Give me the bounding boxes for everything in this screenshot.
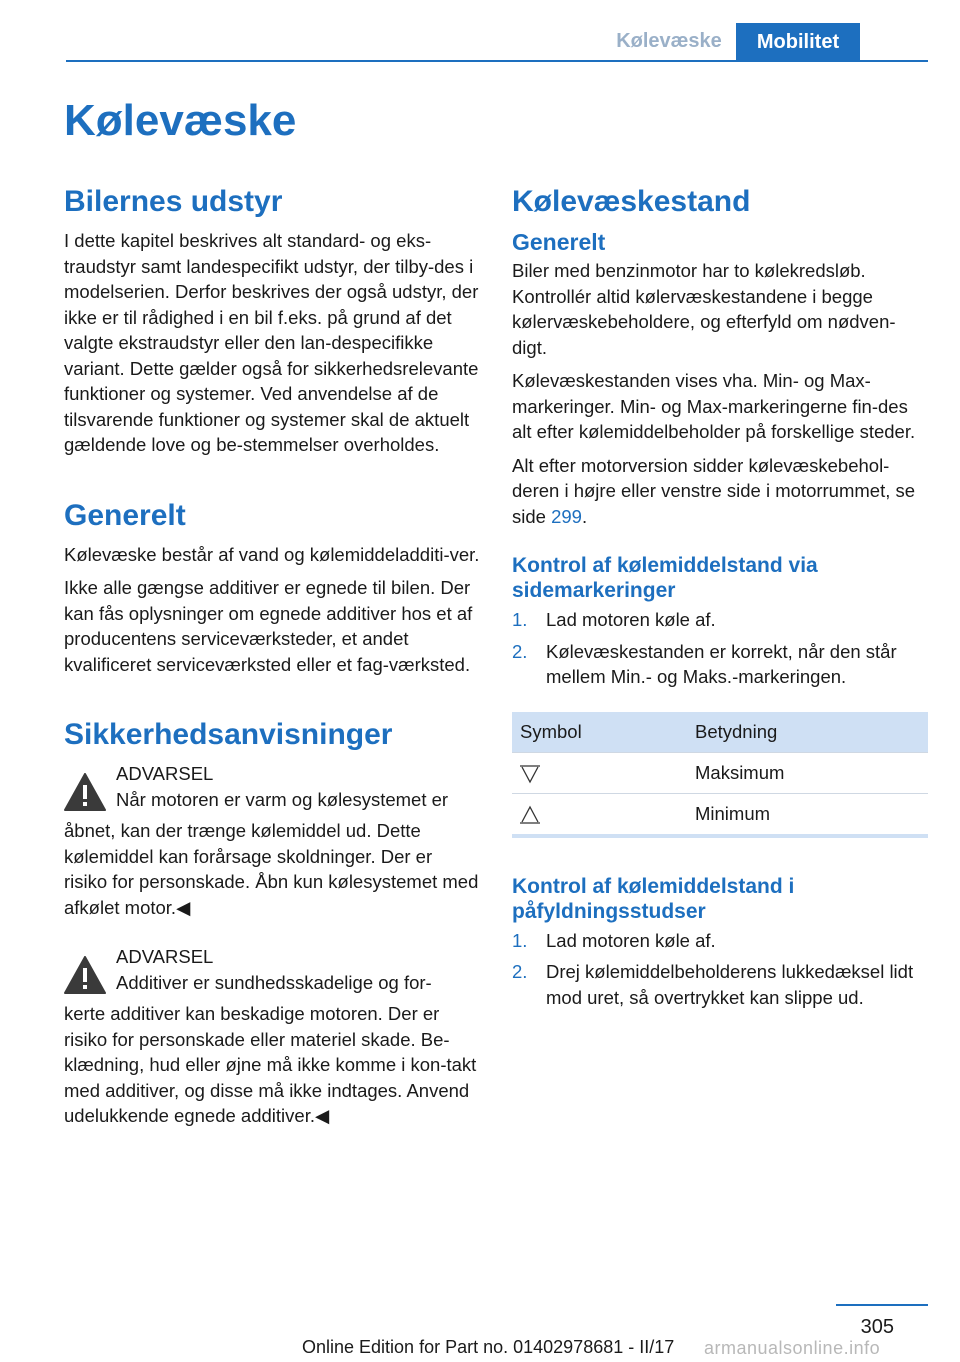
step-number: 2. <box>512 961 528 982</box>
left-column <box>64 182 480 1137</box>
warning-triangle-icon <box>64 956 106 994</box>
side-markings-steps <box>512 607 928 690</box>
page-number: 305 <box>860 1316 894 1338</box>
symbol-table <box>512 712 928 838</box>
filler-neck-steps <box>512 928 928 1011</box>
warning-label: ADVARSEL <box>116 946 214 967</box>
header-rule <box>66 60 928 62</box>
list-item <box>512 928 928 954</box>
table-row <box>512 752 928 793</box>
step-text: Lad motoren køle af. <box>546 929 716 951</box>
general-text-1: Kølevæske består af vand og kølemiddeladditi-ver. <box>64 543 480 565</box>
step-text: Lad motoren køle af. <box>546 609 716 630</box>
equipment-text: I dette kapitel beskrives alt standard- og eks-traudstyr samt landespecifikt udstyr, der tilby-des i modelserien. Derfor beskrives der også udstyr, der ikke er til rådighed i en bil f.eks. på grund af det valgte ekstraudstyr eller den lan-despecifikke variant. Dette gælder også for sikkerhedsrelevante funktioner og systemer. Ved anvendelse af de tilsvarende funktioner og systemer skal de aktuelt gældende love og be-stemmelser overholdes. <box>64 230 479 455</box>
max-mark-icon <box>520 764 540 784</box>
table-cell-meaning: Maksimum <box>695 752 928 793</box>
table-cell-symbol <box>512 752 695 793</box>
header-section-tab: Kølevæske <box>616 30 722 52</box>
footer-rule <box>836 1304 928 1306</box>
step-text: Kølevæskestanden er korrekt, når den står mellem Min.- og Maks.-markeringen. <box>546 640 897 687</box>
warning-first-line: Når motoren er varm og kølesystemet er <box>116 788 449 810</box>
table-row <box>512 793 928 836</box>
general-text-2: Ikke alle gængse additiver er egnede til bilen. Der kan fås oplysninger om egnede additiver hos et af producentens serviceværksteder, et andet kvalificeret serviceværksted eller et fag-værksted. <box>64 577 473 675</box>
page-reference-link[interactable]: 299 <box>551 505 582 527</box>
step-number: 1. <box>512 609 528 630</box>
table-header-row <box>512 712 928 753</box>
warning-block <box>64 944 480 995</box>
list-item <box>512 639 928 690</box>
warning-triangle-icon <box>64 773 106 811</box>
step-text: Drej kølemiddelbeholderens lukkedæksel lidt mod uret, så overtrykket kan slippe ud. <box>546 961 914 1008</box>
right-column <box>512 182 928 1018</box>
safety-heading: Sikkerhedsanvisninger <box>64 718 393 751</box>
table-cell-symbol <box>512 793 695 836</box>
list-item <box>512 607 928 633</box>
general-heading: Generelt <box>64 498 186 532</box>
filler-neck-heading: Kontrol af kølemiddelstand i påfyldningsstudser <box>512 874 795 923</box>
level-text-2: Kølevæskestanden vises vha. Min- og Max-markeringer. Min- og Max-markeringerne fin-des alt efter kølemiddelbeholder på forskellige steder. <box>512 370 916 442</box>
list-item <box>512 959 928 1010</box>
side-markings-heading: Kontrol af kølemiddelstand via sidemarkeringer <box>512 554 818 602</box>
level-text-3-before: Alt efter motorversion sidder kølevæskebehol-deren i højre eller venstre side i motorrummet, se side <box>512 454 916 527</box>
warning-first-line: Additiver er sundhedsskadelige og for- <box>116 971 432 993</box>
step-number: 2. <box>512 640 528 662</box>
warning-text: kerte additiver kan beskadige motoren. Der er risiko for personskade eller materiel skade. Be-klædning, hud eller øjne må ikke komme i kon-takt med additiver, og disse må ikke indtages. Anvend udelukkende egnede additiver.◀ <box>64 1003 477 1126</box>
step-number: 1. <box>512 929 528 951</box>
page-title: Kølevæske <box>64 96 297 145</box>
level-text-3 <box>512 453 928 530</box>
warning-block <box>64 761 480 812</box>
warning-text: åbnet, kan der trænge kølemiddel ud. Dette kølemiddel kan forårsage skoldninger. Der er risiko for personskade. Åbn kun kølesystemet med afkølet motor.◀ <box>64 820 479 918</box>
level-text-3-after: . <box>581 505 588 527</box>
watermark: armanualsonline.info <box>704 1338 881 1358</box>
table-header-meaning: Betydning <box>695 712 928 753</box>
warning-label: ADVARSEL <box>116 763 214 784</box>
min-mark-icon <box>520 805 540 825</box>
equipment-heading: Bilernes udstyr <box>64 185 283 218</box>
header-chapter-tab: Mobilitet <box>736 23 860 62</box>
coolant-level-heading: Kølevæskestand <box>512 185 751 218</box>
level-text-1: Biler med benzinmotor har to kølekredsløb. Kontrollér altid kølervæskestandene i begge kølervæskebeholdere, og efterfyld om nødven-digt. <box>512 260 896 358</box>
edition-note: Online Edition for Part no. 01402978681 - II/17 <box>302 1337 675 1357</box>
table-header-symbol: Symbol <box>512 712 695 753</box>
table-cell-meaning: Minimum <box>695 793 928 836</box>
level-general-heading: Generelt <box>512 229 606 255</box>
